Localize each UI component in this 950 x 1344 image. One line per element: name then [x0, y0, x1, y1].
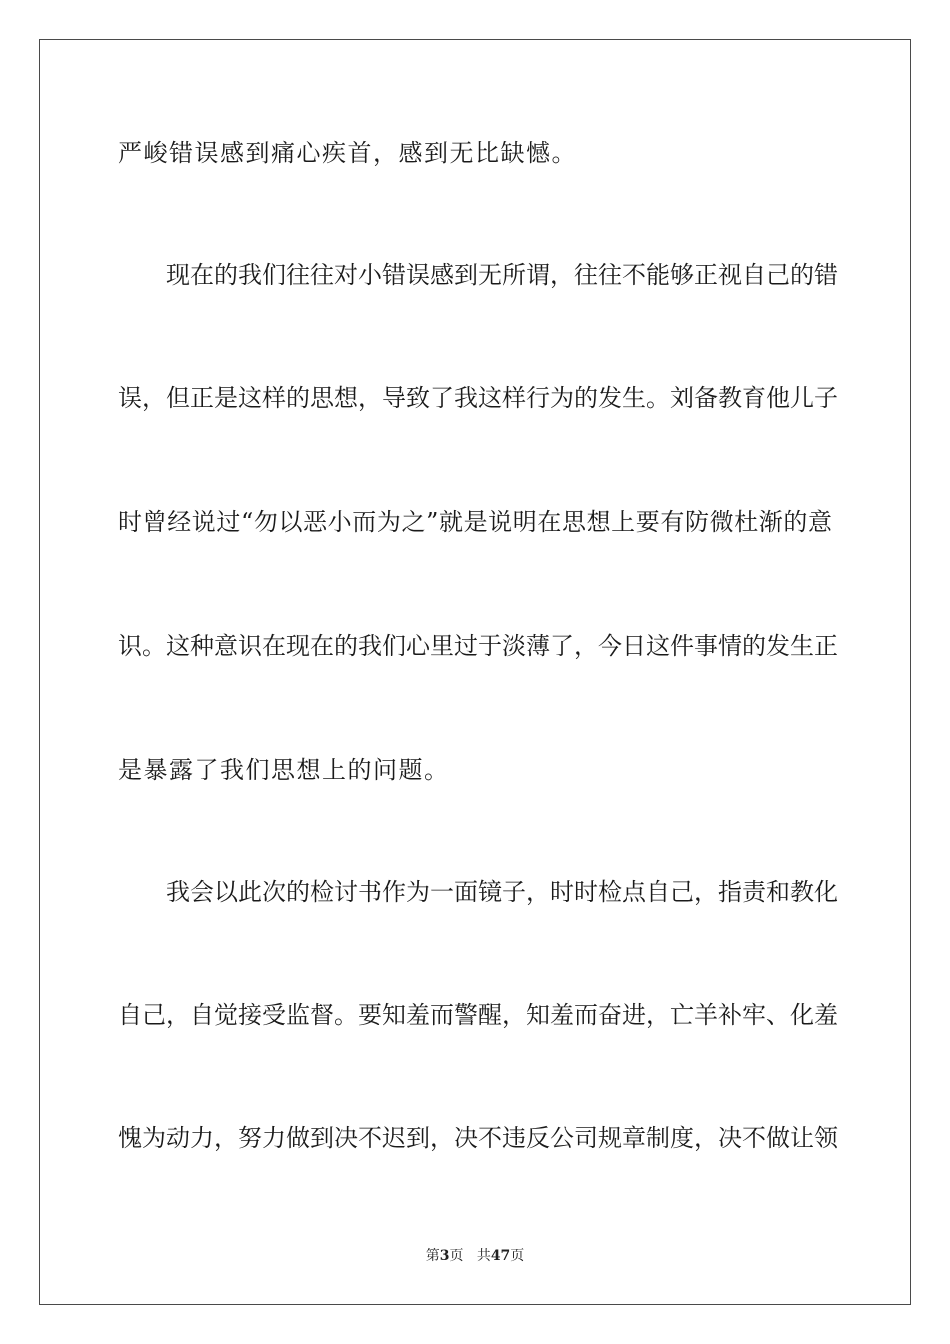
text-line-1: 严峻错误感到痛心疾首，感到无比缺憾。 — [118, 139, 577, 167]
footer-page-prefix: 第 — [425, 1248, 440, 1264]
footer-total-suffix: 页 — [510, 1248, 525, 1264]
footer-total-prefix: 共 — [476, 1248, 491, 1264]
text-line-4: 时曾经说过“勿以恶小而为之”就是说明在思想上要有防微杜渐的意 — [118, 508, 832, 536]
text-line-9: 愧为动力，努力做到决不迟到，决不违反公司规章制度，决不做让领 — [118, 1124, 838, 1152]
text-line-3: 误，但正是这样的思想，导致了我这样行为的发生。刘备教育他儿子 — [118, 384, 838, 412]
footer-page-number: 3 — [439, 1248, 450, 1264]
text-line-5: 识。这种意识在现在的我们心里过于淡薄了，今日这件事情的发生正 — [118, 632, 838, 660]
text-line-7: 我会以此次的检讨书作为一面镜子，时时检点自己，指责和教化 — [166, 878, 838, 906]
page-footer — [0, 1246, 950, 1266]
text-line-2: 现在的我们往往对小错误感到无所谓，往往不能够正视自己的错 — [166, 261, 838, 289]
text-line-6: 是暴露了我们思想上的问题。 — [118, 756, 450, 784]
footer-page-suffix: 页 — [449, 1248, 464, 1264]
page-frame — [39, 39, 911, 1305]
text-line-8: 自己，自觉接受监督。要知羞而警醒，知羞而奋进，亡羊补牢、化羞 — [118, 1001, 838, 1029]
footer-total-pages: 47 — [490, 1248, 511, 1264]
